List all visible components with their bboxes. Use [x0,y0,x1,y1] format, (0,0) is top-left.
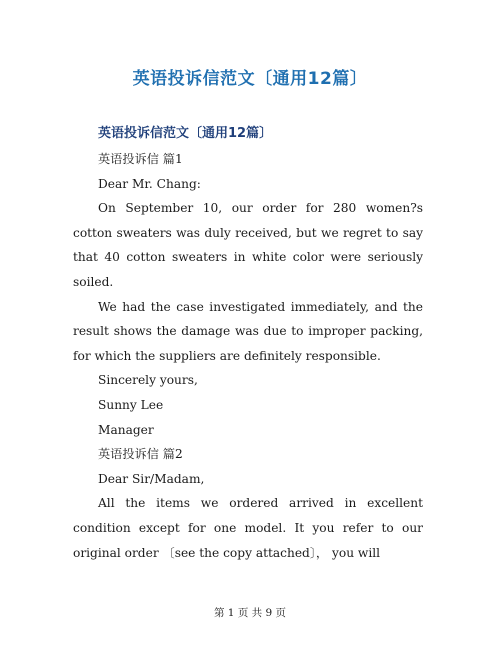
page-footer: 第 1 页 共 9 页 [213,607,287,619]
letter-heading-1: 英语投诉信 篇1 [98,152,183,166]
closing: Sincerely yours, [98,373,198,388]
salutation-1: Dear Mr. Chang: [98,176,201,191]
body-paragraph-2: We had the case investigated immediately, and the result shows the damage was due to improper packing, for which the suppliers are definitely responsible. [73,299,423,363]
document-body [73,147,423,565]
body-paragraph-1: On September 10, our order for 280 women?s cotton sweaters was duly received, but we regret to say that 40 cotton sweaters in white color were seriously soiled. [73,201,423,289]
letter-heading-2: 英语投诉信 篇2 [98,447,183,462]
signature-name: Sunny Lee [98,397,164,412]
body-paragraph-3: All the items we ordered arrived in excellent condition except for one model. It you refer to our original order 〔see the copy attached〕， you will [73,496,423,560]
salutation-2: Dear Sir/Madam, [98,471,205,486]
signature-title: Manager [98,422,154,437]
document-title: 英语投诉信范文〔通用12篇〕 [132,69,368,89]
section-heading: 英语投诉信范文〔通用12篇〕 [98,126,273,141]
